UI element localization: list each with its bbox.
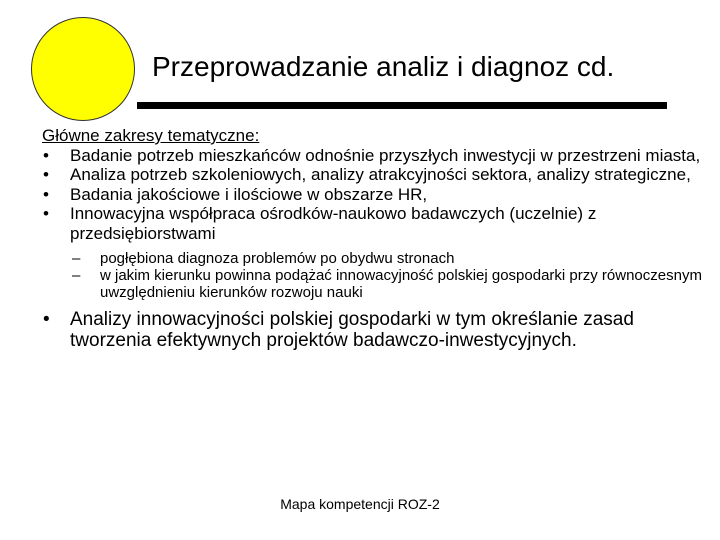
dash-icon: – bbox=[72, 267, 81, 284]
bullet-text: Badania jakościowe i ilościowe w obszarze HR, bbox=[70, 184, 428, 204]
sub-bullet-text: pogłębiona diagnoza problemów po obydwu stronach bbox=[100, 250, 455, 267]
slide-body bbox=[42, 126, 702, 351]
list-item bbox=[42, 185, 702, 205]
dash-icon: – bbox=[72, 250, 81, 267]
sub-list-item bbox=[42, 267, 702, 301]
slide-title: Przeprowadzanie analiz i diagnoz cd. bbox=[152, 51, 615, 82]
bullet-text: Analizy innowacyjności polskiej gospodarki w tym określanie zasad tworzenia efektywnych projektów badawczo-inwestycyjnych. bbox=[70, 309, 634, 351]
bullet-icon: • bbox=[43, 165, 49, 184]
bullet-icon: • bbox=[43, 309, 50, 330]
list-item bbox=[42, 146, 702, 166]
list-item bbox=[42, 204, 702, 243]
topics-heading: Główne zakresy tematyczne: bbox=[42, 126, 260, 145]
bullet-icon: • bbox=[43, 204, 49, 223]
sub-list-item bbox=[42, 250, 702, 267]
yellow-circle-decoration bbox=[31, 17, 135, 121]
sub-bullet-text: w jakim kierunku powinna podążać innowacyjność polskiej gospodarki przy równoczesnym uwzględnieniu kierunków rozwoju nauki bbox=[100, 267, 702, 301]
sub-list bbox=[42, 250, 702, 301]
bullet-text: Analiza potrzeb szkoleniowych, analizy atrakcyjności sektora, analizy strategiczne, bbox=[70, 165, 691, 184]
bullet-text: Badanie potrzeb mieszkańców odnośnie przyszłych inwestycji w przestrzeni miasta, bbox=[70, 145, 701, 165]
bullet-icon: • bbox=[43, 184, 49, 204]
list-item bbox=[42, 309, 702, 351]
bullet-text: Innowacyjna współpraca ośrodków-naukowo badawczych (uczelnie) z przedsiębiorstwami bbox=[70, 204, 597, 243]
slide-footer: Mapa kompetencji ROZ-2 bbox=[280, 496, 440, 512]
list-item bbox=[42, 165, 702, 185]
bullet-icon: • bbox=[43, 145, 49, 165]
title-underline-rule bbox=[137, 102, 667, 109]
